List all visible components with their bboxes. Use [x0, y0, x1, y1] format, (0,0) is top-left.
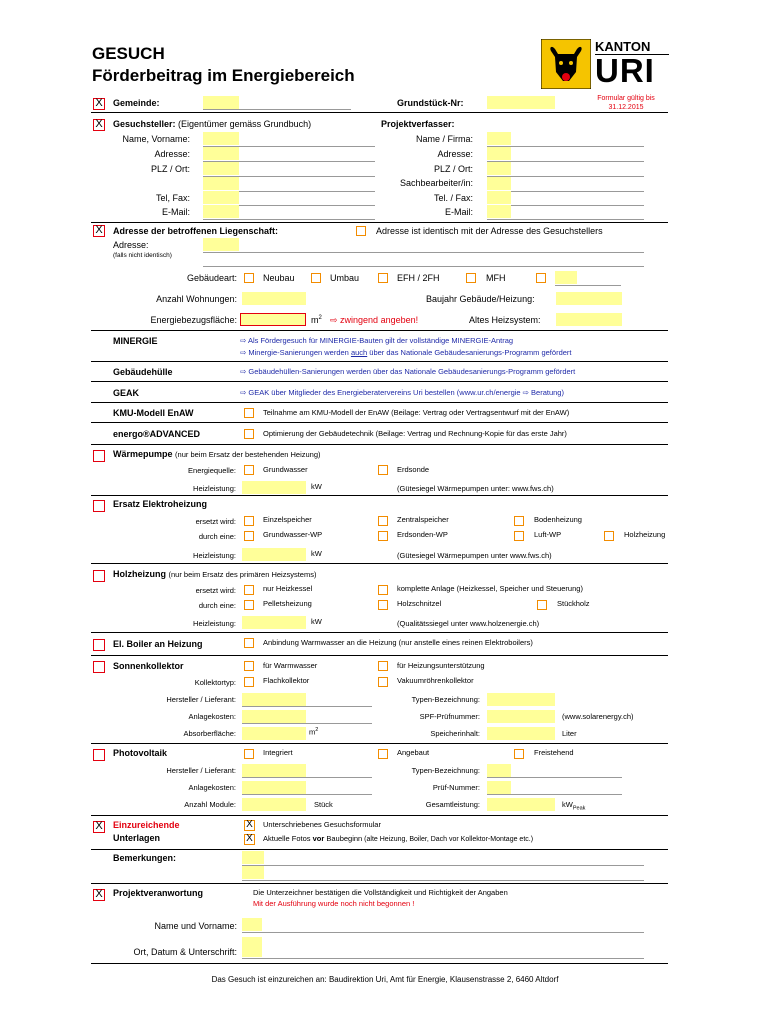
stueckholz-checkbox[interactable]	[537, 600, 547, 610]
minergie-title: MINERGIE	[113, 336, 158, 346]
mfh-checkbox[interactable]	[466, 273, 476, 283]
name-vorname-label: Name und Vorname:	[154, 921, 237, 931]
projektverantwortung-line1: Die Unterzeichner bestätigen die Vollständigkeit und Richtigkeit der Angaben	[253, 888, 508, 897]
pv-hersteller-label: Hersteller / Lieferant:	[166, 766, 236, 775]
baujahr-field[interactable]	[556, 292, 622, 305]
boiler-checkbox[interactable]	[93, 639, 105, 651]
bemerkungen-field[interactable]	[242, 851, 264, 864]
warmwasser-checkbox[interactable]	[244, 661, 254, 671]
boiler-option-checkbox[interactable]	[244, 638, 254, 648]
sk-typen-field[interactable]	[487, 693, 555, 706]
komplette-anlage-checkbox[interactable]	[378, 585, 388, 595]
zentralspeicher-checkbox[interactable]	[378, 516, 388, 526]
minergie-line1: ⇨ Als Fördergesuch für MINERGIE-Bauten gilt der vollständige MINERGIE-Antrag	[240, 336, 514, 345]
ebf-unit-m: m	[311, 315, 319, 325]
sonnenkollektor-title: Sonnenkollektor	[113, 661, 184, 671]
kollektortyp-label: Kollektortyp:	[194, 678, 236, 687]
pv-leistung-unit	[562, 800, 585, 812]
gs-name-field[interactable]	[203, 132, 239, 145]
luft-wp-checkbox[interactable]	[514, 531, 524, 541]
gesuchsteller-heading	[113, 119, 311, 129]
pv-typen-field[interactable]	[487, 764, 511, 777]
waermepumpe-note: (nur beim Ersatz der bestehenden Heizung)	[175, 450, 321, 459]
pelletsheizung-label: Pelletsheizung	[263, 599, 312, 608]
neubau-checkbox[interactable]	[244, 273, 254, 283]
holzheizung-checkbox[interactable]	[93, 570, 105, 582]
eh-durch-label: durch eine:	[198, 532, 236, 541]
name-vorname-field[interactable]	[242, 918, 262, 931]
pv-kosten-label: Anlagekosten:	[188, 783, 236, 792]
pv-plz-label: PLZ / Ort:	[433, 164, 473, 174]
angebaut-checkbox[interactable]	[378, 749, 388, 759]
unterschrift-field[interactable]	[242, 937, 262, 957]
integriert-label: Integriert	[263, 748, 293, 757]
photovoltaik-checkbox[interactable]	[93, 749, 105, 761]
minergie-line2-b: über das Nationale Gebäudesanierungs-Programm gefördert	[367, 348, 572, 357]
eh-heizleistung-field[interactable]	[242, 548, 306, 561]
gesuchsteller-mark[interactable]: X	[93, 119, 105, 131]
waermepumpe-checkbox[interactable]	[93, 450, 105, 462]
fotos-label-a: Aktuelle Fotos	[263, 834, 313, 843]
pv-name-label: Name / Firma:	[415, 134, 473, 144]
gebaeudeart-other-checkbox[interactable]	[536, 273, 546, 283]
logo-kanton-text: KANTON	[595, 39, 651, 54]
unterlagen-title2: Unterlagen	[113, 833, 161, 843]
absorberflaeche-label: Absorberfläche:	[183, 729, 236, 738]
erdsonden-wp-checkbox[interactable]	[378, 531, 388, 541]
gebaeudeart-label: Gebäudeart:	[186, 273, 237, 283]
ebf-unit-sup: 2	[318, 315, 322, 321]
ort-datum-label: Ort, Datum & Unterschrift:	[133, 947, 237, 957]
freistehend-checkbox[interactable]	[514, 749, 524, 759]
minergie-line2	[240, 348, 572, 357]
bodenheizung-checkbox[interactable]	[514, 516, 524, 526]
pv-pruef-label: Prüf-Nummer:	[432, 783, 480, 792]
umbau-label: Umbau	[330, 273, 360, 283]
zentralspeicher-label: Zentralspeicher	[397, 515, 449, 524]
footer-text: Das Gesuch ist einzureichen an: Baudirektion Uri, Amt für Energie, Klausenstrasse 2, 6460 Altdorf	[211, 975, 559, 984]
gs-tel-label: Tel, Fax:	[155, 193, 190, 203]
hh-unit: kW	[311, 617, 322, 626]
pv-name-field[interactable]	[487, 132, 511, 145]
pv-tel-label: Tel. / Fax:	[433, 193, 473, 203]
uri-bull-icon	[541, 39, 591, 89]
hh-siegel: (Qualitätssiegel unter www.holzenergie.ch)	[397, 619, 540, 628]
pv-leistung-label: Gesamtleistung:	[425, 800, 480, 809]
heizsystem-field[interactable]	[556, 313, 622, 326]
liegenschaft-adresse-note: (falls nicht identisch)	[113, 252, 172, 259]
eh-siegel: (Gütesiegel Wärmepumpen unter www.fws.ch)	[397, 551, 552, 560]
photovoltaik-title: Photovoltaik	[113, 748, 168, 758]
liegenschaft-adresse-label: Adresse:	[113, 240, 149, 250]
nur-heizkessel-checkbox[interactable]	[244, 585, 254, 595]
bodenheizung-label: Bodenheizung	[534, 515, 582, 524]
gebaeudehuelle-title: Gebäudehülle	[113, 367, 173, 377]
pv-leistung-unit-kw: kW	[562, 800, 573, 809]
ebf-note: ⇨ zwingend angeben!	[330, 315, 419, 325]
spf-field[interactable]	[487, 710, 555, 723]
pv-hersteller-field[interactable]	[242, 764, 306, 777]
holzschnitzel-label: Holzschnitzel	[397, 599, 442, 608]
grundwasser-wp-checkbox[interactable]	[244, 531, 254, 541]
grundwasser-checkbox[interactable]	[244, 465, 254, 475]
absorberflaeche-unit-m: m	[309, 727, 316, 737]
pv-leistung-field[interactable]	[487, 798, 555, 811]
pv-email-field[interactable]	[487, 205, 511, 218]
projektverantwortung-title: Projektveranwortung	[113, 888, 204, 898]
gesuchsformular-label: Unterschriebenes Gesuchsformular	[263, 820, 381, 829]
sk-kosten-field[interactable]	[242, 710, 306, 723]
pv-kosten-field[interactable]	[242, 781, 306, 794]
erdsonde-label: Erdsonde	[397, 465, 430, 474]
sk-typen-label: Typen-Bezeichnung:	[411, 695, 480, 704]
integriert-checkbox[interactable]	[244, 749, 254, 759]
same-address-label: Adresse ist identisch mit der Adresse des Gesuchstellers	[376, 226, 603, 236]
gesuchsteller-title: Gesuchsteller:	[113, 119, 176, 129]
wohnungen-label: Anzahl Wohnungen:	[156, 294, 237, 304]
kmu-checkbox[interactable]	[244, 408, 254, 418]
gemeinde-label: Gemeinde:	[113, 98, 160, 108]
wp-heizleistung-label: Heizleistung:	[193, 484, 236, 493]
minergie-line2-u: auch	[350, 348, 368, 357]
pv-leistung-unit-sub: Peak	[572, 805, 586, 812]
gs-extra-field[interactable]	[203, 177, 239, 190]
warmwasser-label: für Warmwasser	[263, 661, 318, 670]
hh-ersetzt-label: ersetzt wird:	[195, 586, 236, 595]
holzheizung-note: (nur beim Ersatz des primären Heizsystems)	[168, 570, 317, 579]
gesuchsformular-checkbox[interactable]: X	[244, 820, 255, 831]
erdsonde-checkbox[interactable]	[378, 465, 388, 475]
vakuum-checkbox[interactable]	[378, 677, 388, 687]
pv-typen-label: Typen-Bezeichnung:	[411, 766, 480, 775]
pelletsheizung-checkbox[interactable]	[244, 600, 254, 610]
grundstueck-label: Grundstück-Nr:	[397, 98, 464, 108]
geak-title: GEAK	[113, 388, 140, 398]
luft-wp-label: Luft-WP	[534, 530, 562, 539]
energiequelle-label: Energiequelle:	[188, 466, 236, 475]
bemerkungen-field-2[interactable]	[242, 866, 264, 879]
same-address-checkbox[interactable]	[356, 226, 366, 236]
einzelspeicher-label: Einzelspeicher	[263, 515, 312, 524]
angebaut-label: Angebaut	[397, 748, 430, 757]
flachkollektor-checkbox[interactable]	[244, 677, 254, 687]
wp-heizleistung-field[interactable]	[242, 481, 306, 494]
pv-pruef-field[interactable]	[487, 781, 511, 794]
bemerkungen-title: Bemerkungen:	[113, 853, 177, 863]
energo-title: energo®ADVANCED	[113, 429, 200, 439]
einzelspeicher-checkbox[interactable]	[244, 516, 254, 526]
gs-adresse-field[interactable]	[203, 147, 239, 160]
gs-plz-field[interactable]	[203, 162, 239, 175]
pv-email-label: E-Mail:	[444, 207, 473, 217]
holzschnitzel-checkbox[interactable]	[378, 600, 388, 610]
heizungsunterstuetzung-checkbox[interactable]	[378, 661, 388, 671]
heizungsunterstuetzung-label: für Heizungsunterstützung	[397, 661, 485, 670]
vakuum-label: Vakuumröhrenkollektor	[397, 676, 474, 685]
ebf-label: Energiebezugsfläche:	[150, 315, 237, 325]
kmu-text: Teilnahme am KMU-Modell der EnAW (Beilage: Vertrag oder Vertragsentwurf mit der EnAW)	[263, 408, 570, 417]
gemeinde-field[interactable]	[203, 96, 239, 109]
grundwasser-label: Grundwasser	[263, 465, 308, 474]
gs-tel-field[interactable]	[203, 191, 239, 204]
fotos-checkbox[interactable]: X	[244, 834, 255, 845]
pv-sachbearbeiter-label: Sachbearbeiter/in:	[399, 178, 473, 188]
eh-holzheizung-label: Holzheizung	[624, 530, 666, 539]
validity-note: Formular gültig bis 31.12.2015	[597, 95, 655, 111]
projektverantwortung-line2: Mit der Ausführung wurde noch nicht begonnen !	[253, 899, 415, 908]
kanton-uri-logo	[541, 39, 669, 89]
mfh-label: MFH	[486, 273, 506, 283]
absorberflaeche-field[interactable]	[242, 727, 306, 740]
pv-tel-field[interactable]	[487, 191, 511, 204]
efh-label: EFH / 2FH	[397, 273, 440, 283]
ebf-field[interactable]	[240, 313, 306, 326]
holzheizung-heading	[113, 569, 316, 579]
komplette-anlage-label: komplette Anlage (Heizkessel, Speicher und Steuerung)	[397, 584, 583, 593]
absorberflaeche-unit	[309, 727, 318, 737]
erdsonden-wp-label: Erdsonden-WP	[397, 530, 448, 539]
efh-checkbox[interactable]	[378, 273, 388, 283]
hh-heizleistung-field[interactable]	[242, 616, 306, 629]
eh-holzheizung-checkbox[interactable]	[604, 531, 614, 541]
energo-text: Optimierung der Gebäudetechnik (Beilage: Vertrag und Rechnung-Kopie für das erste Jahr)	[263, 429, 567, 438]
liegenschaft-title: Adresse der betroffenen Liegenschaft:	[113, 226, 279, 236]
gemeinde-mark[interactable]: X	[93, 98, 105, 110]
logo-uri-text: URI	[595, 52, 655, 89]
geak-line: ⇨ GEAK über Mitglieder des Energieberatervereins Uri bestellen (www.ur.ch/energie ⇨ Beratung)	[240, 388, 564, 397]
fotos-label-d: (alte Heizung, Boiler, Dach vor Kollektor-Montage etc.)	[362, 836, 534, 843]
gs-plz-label: PLZ / Ort:	[150, 164, 190, 174]
eh-ersetzt-label: ersetzt wird:	[195, 517, 236, 526]
spf-label: SPF-Prüfnummer:	[419, 712, 480, 721]
pv-module-label: Anzahl Module:	[184, 800, 236, 809]
hh-heizleistung-label: Heizleistung:	[193, 619, 236, 628]
pv-module-unit: Stück	[314, 800, 333, 809]
grundstueck-field[interactable]	[487, 96, 555, 109]
freistehend-label: Freistehend	[534, 748, 574, 757]
fotos-label-c: Baubeginn	[324, 834, 363, 843]
unterlagen-mark[interactable]: X	[93, 821, 105, 833]
wp-unit: kW	[311, 482, 322, 491]
waermepumpe-title: Wärmepumpe	[113, 449, 173, 459]
neubau-label: Neubau	[263, 273, 295, 283]
projektverfasser-title: Projektverfasser:	[381, 119, 455, 129]
boiler-title: El. Boiler an Heizung	[113, 639, 203, 649]
speicher-field[interactable]	[487, 727, 555, 740]
form-subtitle: Förderbeitrag im Energiebereich	[92, 66, 355, 85]
minergie-line2-a: ⇨ Minergie-Sanierungen werden	[240, 348, 351, 357]
gs-name-label: Name, Vorname:	[122, 134, 190, 144]
holzheizung-title: Holzheizung	[113, 569, 166, 579]
sk-hersteller-label: Hersteller / Lieferant:	[166, 695, 236, 704]
pv-module-field[interactable]	[242, 798, 306, 811]
gs-adresse-label: Adresse:	[154, 149, 190, 159]
speicher-unit: Liter	[562, 729, 577, 738]
wp-siegel: (Gütesiegel Wärmepumpen unter: www.fws.ch)	[397, 484, 554, 493]
baujahr-label: Baujahr Gebäude/Heizung:	[426, 294, 535, 304]
fotos-label	[263, 834, 533, 843]
eh-unit: kW	[311, 549, 322, 558]
liegenschaft-adresse-field[interactable]	[203, 238, 239, 251]
pv-adresse-label: Adresse:	[437, 149, 473, 159]
grundwasser-wp-label: Grundwasser-WP	[263, 530, 323, 539]
sk-kosten-label: Anlagekosten:	[188, 712, 236, 721]
hh-durch-label: durch eine:	[198, 601, 236, 610]
kmu-title: KMU-Modell EnAW	[113, 408, 194, 418]
absorberflaeche-unit-sup: 2	[315, 727, 319, 733]
gesuchsteller-note: (Eigentümer gemäss Grundbuch)	[178, 119, 312, 129]
boiler-text: Anbindung Warmwasser an die Heizung (nur anstelle eines reinen Elektroboilers)	[263, 638, 533, 647]
gs-email-label: E-Mail:	[161, 207, 190, 217]
nur-heizkessel-label: nur Heizkessel	[263, 584, 313, 593]
energo-checkbox[interactable]	[244, 429, 254, 439]
pv-plz-field[interactable]	[487, 162, 511, 175]
flachkollektor-label: Flachkollektor	[263, 676, 310, 685]
sk-hersteller-field[interactable]	[242, 693, 306, 706]
fotos-label-b: vor	[312, 834, 325, 843]
eh-heizleistung-label: Heizleistung:	[193, 551, 236, 560]
wohnungen-field[interactable]	[242, 292, 306, 305]
pv-adresse-field[interactable]	[487, 147, 511, 160]
umbau-checkbox[interactable]	[311, 273, 321, 283]
elektroheizung-checkbox[interactable]	[93, 500, 105, 512]
form-title: GESUCH	[92, 44, 165, 63]
projektverantwortung-mark[interactable]: X	[93, 889, 105, 901]
liegenschaft-mark[interactable]: X	[93, 225, 105, 237]
gebaeudeart-other-field[interactable]	[555, 271, 577, 284]
stueckholz-label: Stückholz	[557, 599, 590, 608]
pv-sachbearbeiter-field[interactable]	[487, 177, 511, 190]
speicher-label: Speicherinhalt:	[430, 729, 480, 738]
elektroheizung-title: Ersatz Elektroheizung	[113, 499, 208, 509]
unterlagen-title1: Einzureichende	[113, 820, 180, 830]
ebf-unit	[311, 315, 322, 325]
gebaeudehuelle-line: ⇨ Gebäudehüllen-Sanierungen werden über das Nationale Gebäudesanierungs-Programm gefördert	[240, 367, 576, 376]
waermepumpe-heading	[113, 449, 321, 459]
sonnenkollektor-checkbox[interactable]	[93, 661, 105, 673]
spf-note: (www.solarenergy.ch)	[562, 712, 634, 721]
gs-email-field[interactable]	[203, 205, 239, 218]
heizsystem-label: Altes Heizsystem:	[469, 315, 541, 325]
